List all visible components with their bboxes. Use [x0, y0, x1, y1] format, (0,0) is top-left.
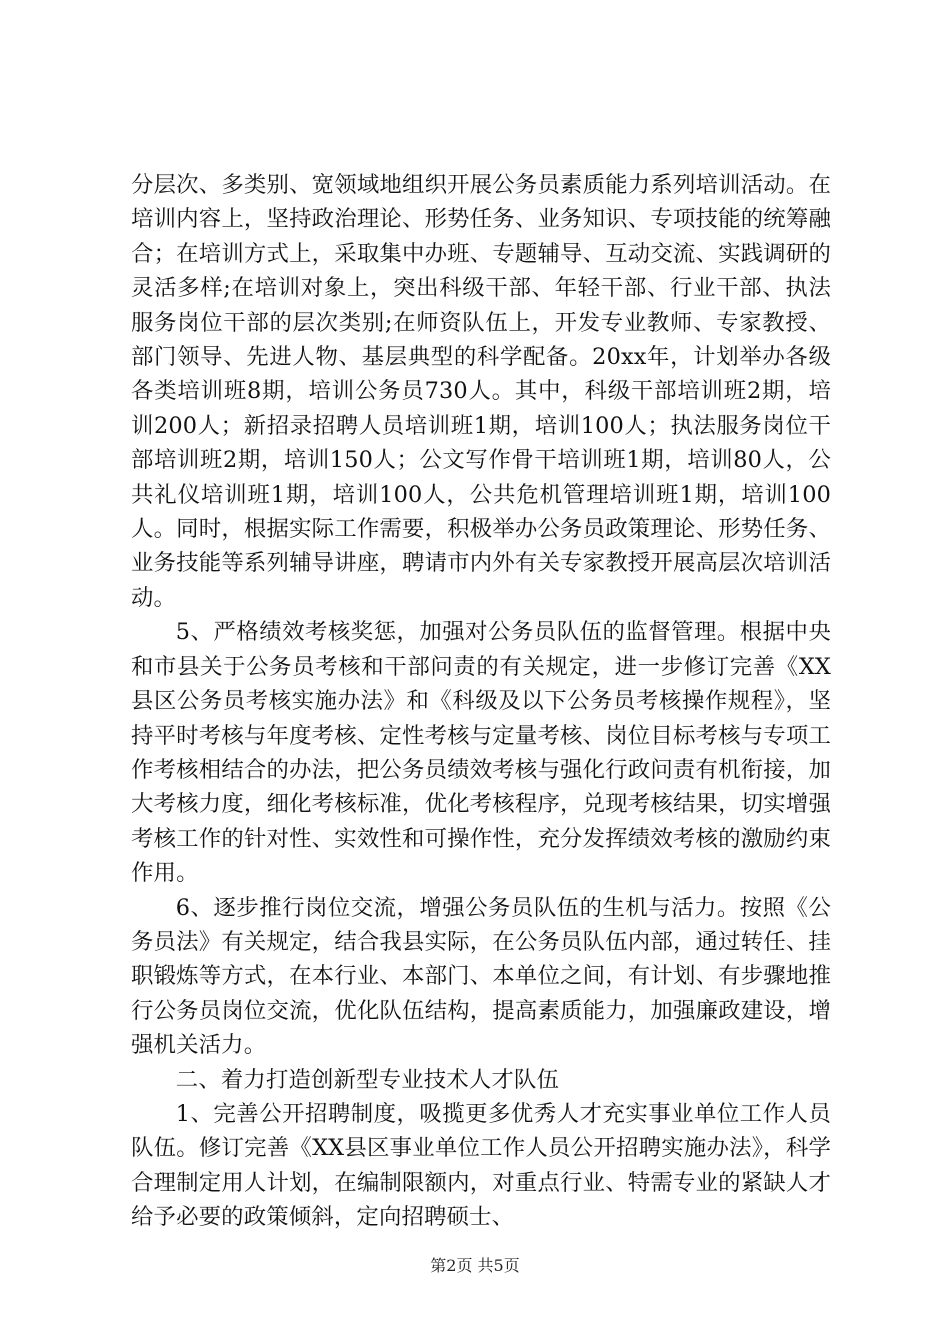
- paragraph-performance-assessment: 5、严格绩效考核奖惩，加强对公务员队伍的监督管理。根据中央和市县关于公务员考核和干部问责的有关规定，进一步修订完善《XX县区公务员考核实施办法》和《科级及以下公务员考核操作规程》，坚持平时考核与年度考核、定性考核与定量考核、岗位目标考核与专项工作考核相结合的办法，把公务员绩效考核与强化行政问责有机衔接，加大考核力度，细化考核标准，优化考核程序，兑现考核结果，切实增强考核工作的针对性、实效性和可操作性，充分发挥绩效考核的激励约束作用。: [131, 619, 831, 887]
- page-number-footer: 第2页 共5页: [430, 1256, 520, 1275]
- paragraph-open-recruitment: 1、完善公开招聘制度，吸揽更多优秀人才充实事业单位工作人员队伍。修订完善《XX县区事业单位工作人员公开招聘实施办法》，科学合理制定用人计划，在编制限额内，对重点行业、特需专业的紧缺人才给予必要的政策倾斜，定向招聘硕士、: [131, 1100, 831, 1231]
- paragraph-training-activities: 分层次、多类别、宽领域地组织开展公务员素质能力系列培训活动。在培训内容上，坚持政治理论、形势任务、业务知识、专项技能的统筹融合；在培训方式上，采取集中办班、专题辅导、互动交流、实践调研的灵活多样;在培训对象上，突出科级干部、年轻干部、行业干部、执法服务岗位干部的层次类别;在师资队伍上，开发专业教师、专家教授、部门领导、先进人物、基层典型的科学配备。20xx年，计划举办各级各类培训班8期，培训公务员730人。其中，科级干部培训班2期，培训200人；新招录招聘人员培训班1期，培训100人；执法服务岗位干部培训班2期，培训150人；公文写作骨干培训班1期，培训80人，公共礼仪培训班1期，培训100人，公共危机管理培训班1期，培训100人。同时，根据实际工作需要，积极举办公务员政策理论、形势任务、业务技能等系列辅导讲座，聘请市内外有关专家教授开展高层次培训活动。: [131, 172, 831, 611]
- section-heading-technical-talent: 二、着力打造创新型专业技术人才队伍: [175, 1066, 559, 1093]
- paragraph-job-rotation: 6、逐步推行岗位交流，增强公务员队伍的生机与活力。按照《公务员法》有关规定，结合我县实际，在公务员队伍内部，通过转任、挂职锻炼等方式，在本行业、本部门、本单位之间，有计划、有步骤地推行公务员岗位交流，优化队伍结构，提高素质能力，加强廉政建设，增强机关活力。: [131, 894, 831, 1059]
- document-body: [131, 168, 831, 1235]
